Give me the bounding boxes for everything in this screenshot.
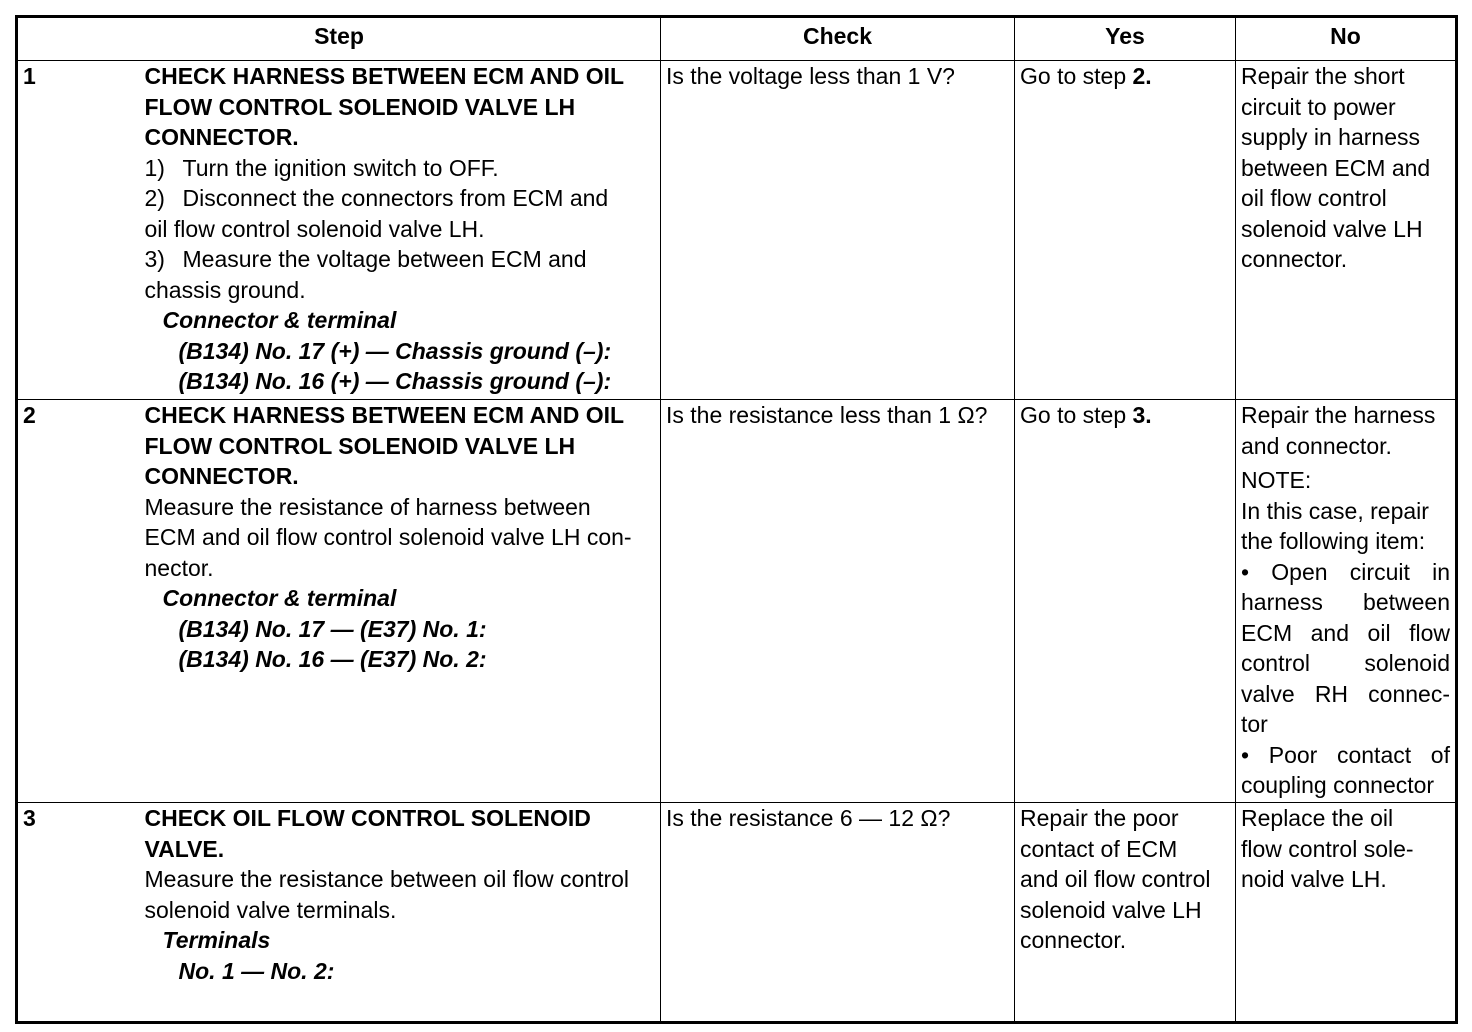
- no-line: Repair the harness: [1241, 402, 1436, 428]
- no-line: solenoid valve LH: [1241, 215, 1423, 242]
- note-line: harness between: [1241, 589, 1450, 615]
- note-line: valve RH connec-: [1241, 680, 1450, 707]
- description-line: ECM and oil flow control solenoid valve LH con-: [144, 524, 632, 550]
- yes-line: connector.: [1020, 927, 1127, 953]
- check-cell: Is the resistance less than 1 Ω?: [661, 400, 1015, 803]
- step-title-line: FLOW CONTROL SOLENOID VALVE LH: [144, 432, 576, 459]
- header-row: [17, 17, 1457, 61]
- step-description: [140, 803, 661, 1023]
- terminals-heading: Terminals: [162, 927, 271, 953]
- no-line: oil flow control: [1241, 185, 1387, 211]
- diagnostic-table: [15, 15, 1458, 1024]
- step-number: 2: [17, 400, 140, 803]
- no-line: circuit to power: [1241, 93, 1396, 120]
- header-step: Step: [17, 17, 661, 61]
- no-line: between ECM and: [1241, 154, 1431, 181]
- step-title-line: VALVE.: [144, 835, 225, 862]
- yes-line: contact of ECM: [1020, 835, 1178, 862]
- yes-cell: [1015, 61, 1236, 400]
- step-number: 3: [17, 803, 140, 1023]
- procedure-item-text: oil flow control solenoid valve LH.: [144, 215, 485, 242]
- table-row: [17, 400, 1457, 803]
- connector-terminal: (B134) No. 16 — (E37) No. 2:: [178, 646, 487, 672]
- no-line: and connector.: [1241, 432, 1392, 459]
- procedure-item-number: 1): [144, 154, 165, 181]
- no-line: Replace the oil: [1241, 805, 1394, 831]
- yes-cell: [1015, 400, 1236, 803]
- connector-heading: Connector & terminal: [162, 585, 397, 611]
- step-title-line: CHECK HARNESS BETWEEN ECM AND OIL: [144, 63, 625, 89]
- step-description: [140, 61, 661, 400]
- note-line: • Open circuit in: [1241, 558, 1450, 585]
- yes-step-ref: 2.: [1132, 63, 1152, 89]
- step-title-line: CHECK OIL FLOW CONTROL SOLENOID: [144, 805, 591, 831]
- connector-heading: Connector & terminal: [162, 307, 397, 333]
- yes-line: solenoid valve LH: [1020, 896, 1202, 923]
- yes-cell: [1015, 803, 1236, 1023]
- yes-line: Repair the poor: [1020, 805, 1179, 831]
- no-line: connector.: [1241, 246, 1348, 272]
- procedure-item: [145, 153, 656, 184]
- step-description: [140, 400, 661, 803]
- note-line: the following item:: [1241, 528, 1426, 554]
- procedure-item: [145, 183, 656, 214]
- note-line: control solenoid: [1241, 650, 1450, 676]
- no-line: flow control sole-: [1241, 835, 1414, 862]
- table-row: [17, 803, 1457, 1023]
- note-line: • Poor contact of: [1241, 741, 1450, 768]
- procedure-item-text: Disconnect the connectors from ECM and: [182, 185, 609, 211]
- no-line: supply in harness: [1241, 124, 1420, 150]
- no-cell: [1236, 400, 1457, 803]
- note-line: tor: [1241, 711, 1268, 737]
- note-line: ECM and oil flow: [1241, 619, 1450, 646]
- note-line: coupling connector: [1241, 772, 1435, 798]
- connector-terminal: (B134) No. 16 (+) — Chassis ground (–):: [178, 368, 612, 394]
- description-line: solenoid valve terminals.: [144, 896, 397, 923]
- no-cell: [1236, 61, 1457, 400]
- note-label: NOTE:: [1241, 467, 1312, 493]
- step-title-line: CONNECTOR.: [144, 124, 299, 150]
- header-yes: Yes: [1015, 17, 1236, 61]
- procedure-item-number: 2): [144, 185, 165, 211]
- description-line: Measure the resistance between oil flow control: [144, 866, 630, 892]
- yes-line: and oil flow control: [1020, 866, 1211, 892]
- no-line: noid valve LH.: [1241, 866, 1387, 892]
- yes-prefix: Go to step: [1020, 63, 1133, 89]
- header-no: No: [1236, 17, 1457, 61]
- check-cell: Is the voltage less than 1 V?: [661, 61, 1015, 400]
- step-number: 1: [17, 61, 140, 400]
- header-check: Check: [661, 17, 1015, 61]
- step-title-line: CHECK HARNESS BETWEEN ECM AND OIL: [144, 402, 625, 428]
- procedure-item-text: Measure the voltage between ECM and: [182, 246, 587, 272]
- procedure-item-text: Turn the ignition switch to OFF.: [182, 154, 499, 181]
- note-line: In this case, repair: [1241, 497, 1429, 524]
- yes-step-ref: 3.: [1132, 402, 1152, 428]
- step-title-line: CONNECTOR.: [144, 463, 299, 489]
- procedure-item-number: 3): [144, 246, 165, 272]
- no-line: Repair the short: [1241, 63, 1405, 89]
- table-row: [17, 61, 1457, 400]
- procedure-item: [145, 244, 656, 275]
- description-line: Measure the resistance of harness between: [144, 493, 591, 520]
- connector-terminal: (B134) No. 17 — (E37) No. 1:: [178, 615, 487, 642]
- check-cell: Is the resistance 6 — 12 Ω?: [661, 803, 1015, 1023]
- description-line: nector.: [144, 554, 214, 581]
- step-title-line: FLOW CONTROL SOLENOID VALVE LH: [144, 93, 576, 120]
- terminal-pair: No. 1 — No. 2:: [178, 957, 335, 984]
- procedure-item-text: chassis ground.: [144, 276, 306, 303]
- no-cell: [1236, 803, 1457, 1023]
- connector-terminal: (B134) No. 17 (+) — Chassis ground (–):: [178, 337, 612, 364]
- yes-prefix: Go to step: [1020, 402, 1133, 428]
